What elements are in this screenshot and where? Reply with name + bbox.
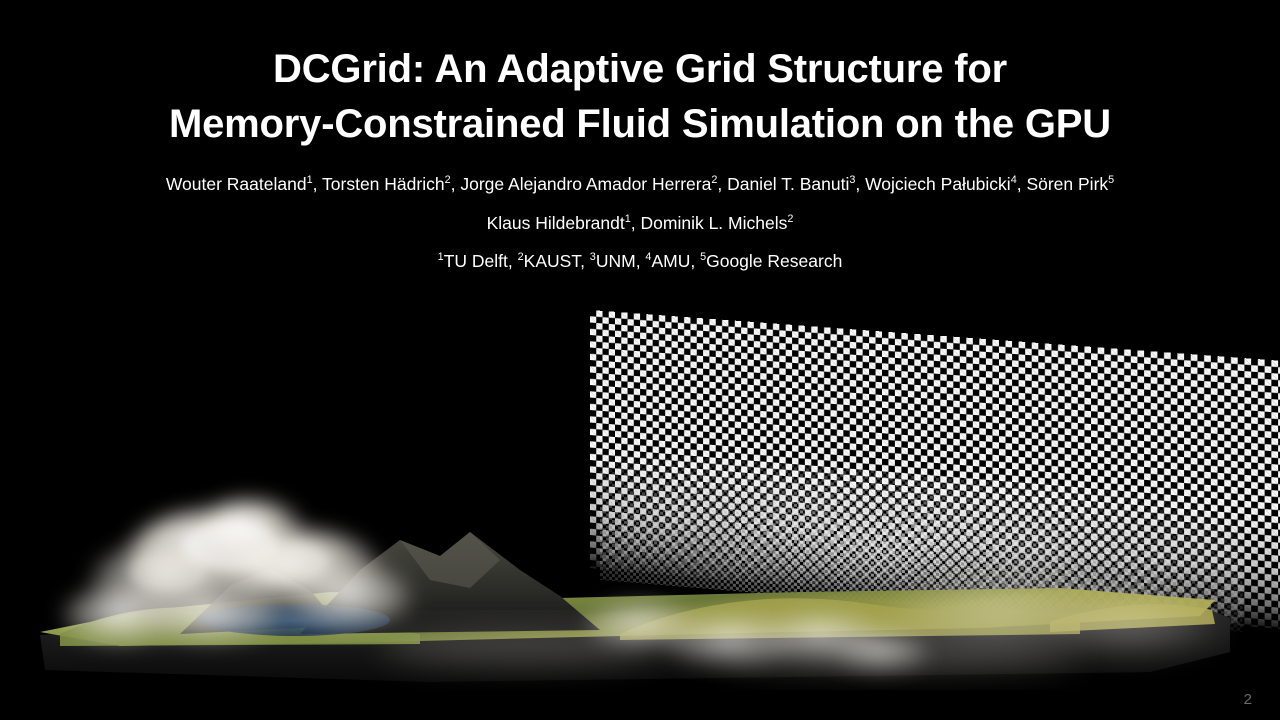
terrain-render [0, 420, 1280, 700]
author-name: Dominik L. Michels [640, 212, 788, 233]
affiliation-name: TU Delft [443, 250, 508, 271]
author-separator: , [855, 174, 866, 194]
author-line-2 [0, 211, 1280, 236]
author-name: Daniel T. Banuti [727, 174, 850, 194]
affiliation-marker: 2 [517, 250, 524, 263]
authors-block [0, 172, 1280, 274]
author-affiliation-marker: 4 [1010, 174, 1017, 187]
author-separator: , [450, 174, 461, 194]
affiliation-name: AMU [651, 250, 691, 271]
author-name: Torsten Hädrich [322, 174, 445, 194]
author-name: Jorge Alejandro Amador Herrera [460, 174, 712, 194]
affiliation-name: Google Research [706, 250, 843, 271]
author-name: Wouter Raateland [165, 174, 307, 194]
author-separator: , [717, 174, 728, 194]
author-name: Sören Pirk [1026, 174, 1109, 194]
author-affiliation-marker: 1 [306, 174, 313, 187]
affiliation-separator: , [507, 250, 518, 271]
title-line-1: DCGrid: An Adaptive Grid Structure for [273, 47, 1007, 91]
page-title [0, 42, 1280, 152]
teaser-figure [0, 300, 1280, 700]
author-name: Wojciech Pałubicki [865, 174, 1011, 194]
page-number: 2 [1243, 691, 1252, 708]
author-separator: , [630, 212, 641, 233]
affiliation-marker: 5 [700, 250, 707, 263]
author-name: Klaus Hildebrandt [486, 212, 625, 233]
author-affiliation-marker: 3 [849, 174, 856, 187]
title-line-2: Memory-Constrained Fluid Simulation on the GPU [169, 102, 1111, 147]
author-affiliation-marker: 2 [444, 174, 451, 187]
affiliation-name: UNM [595, 250, 636, 271]
author-affiliation-marker: 5 [1108, 174, 1115, 187]
affiliation-separator: , [690, 250, 701, 271]
author-separator: , [1016, 174, 1027, 194]
affiliation-separator: , [635, 250, 646, 271]
affiliation-separator: , [580, 250, 590, 271]
affiliation-name: KAUST [523, 250, 581, 271]
author-affiliation-marker: 2 [711, 174, 718, 187]
affiliations-line [0, 249, 1280, 274]
author-separator: , [312, 174, 323, 194]
affiliation-marker: 4 [645, 250, 652, 263]
author-line-1 [0, 172, 1280, 197]
author-affiliation-marker: 2 [787, 213, 794, 226]
affiliation-marker: 3 [589, 250, 596, 263]
author-affiliation-marker: 1 [624, 213, 631, 226]
affiliation-marker: 1 [437, 250, 444, 263]
